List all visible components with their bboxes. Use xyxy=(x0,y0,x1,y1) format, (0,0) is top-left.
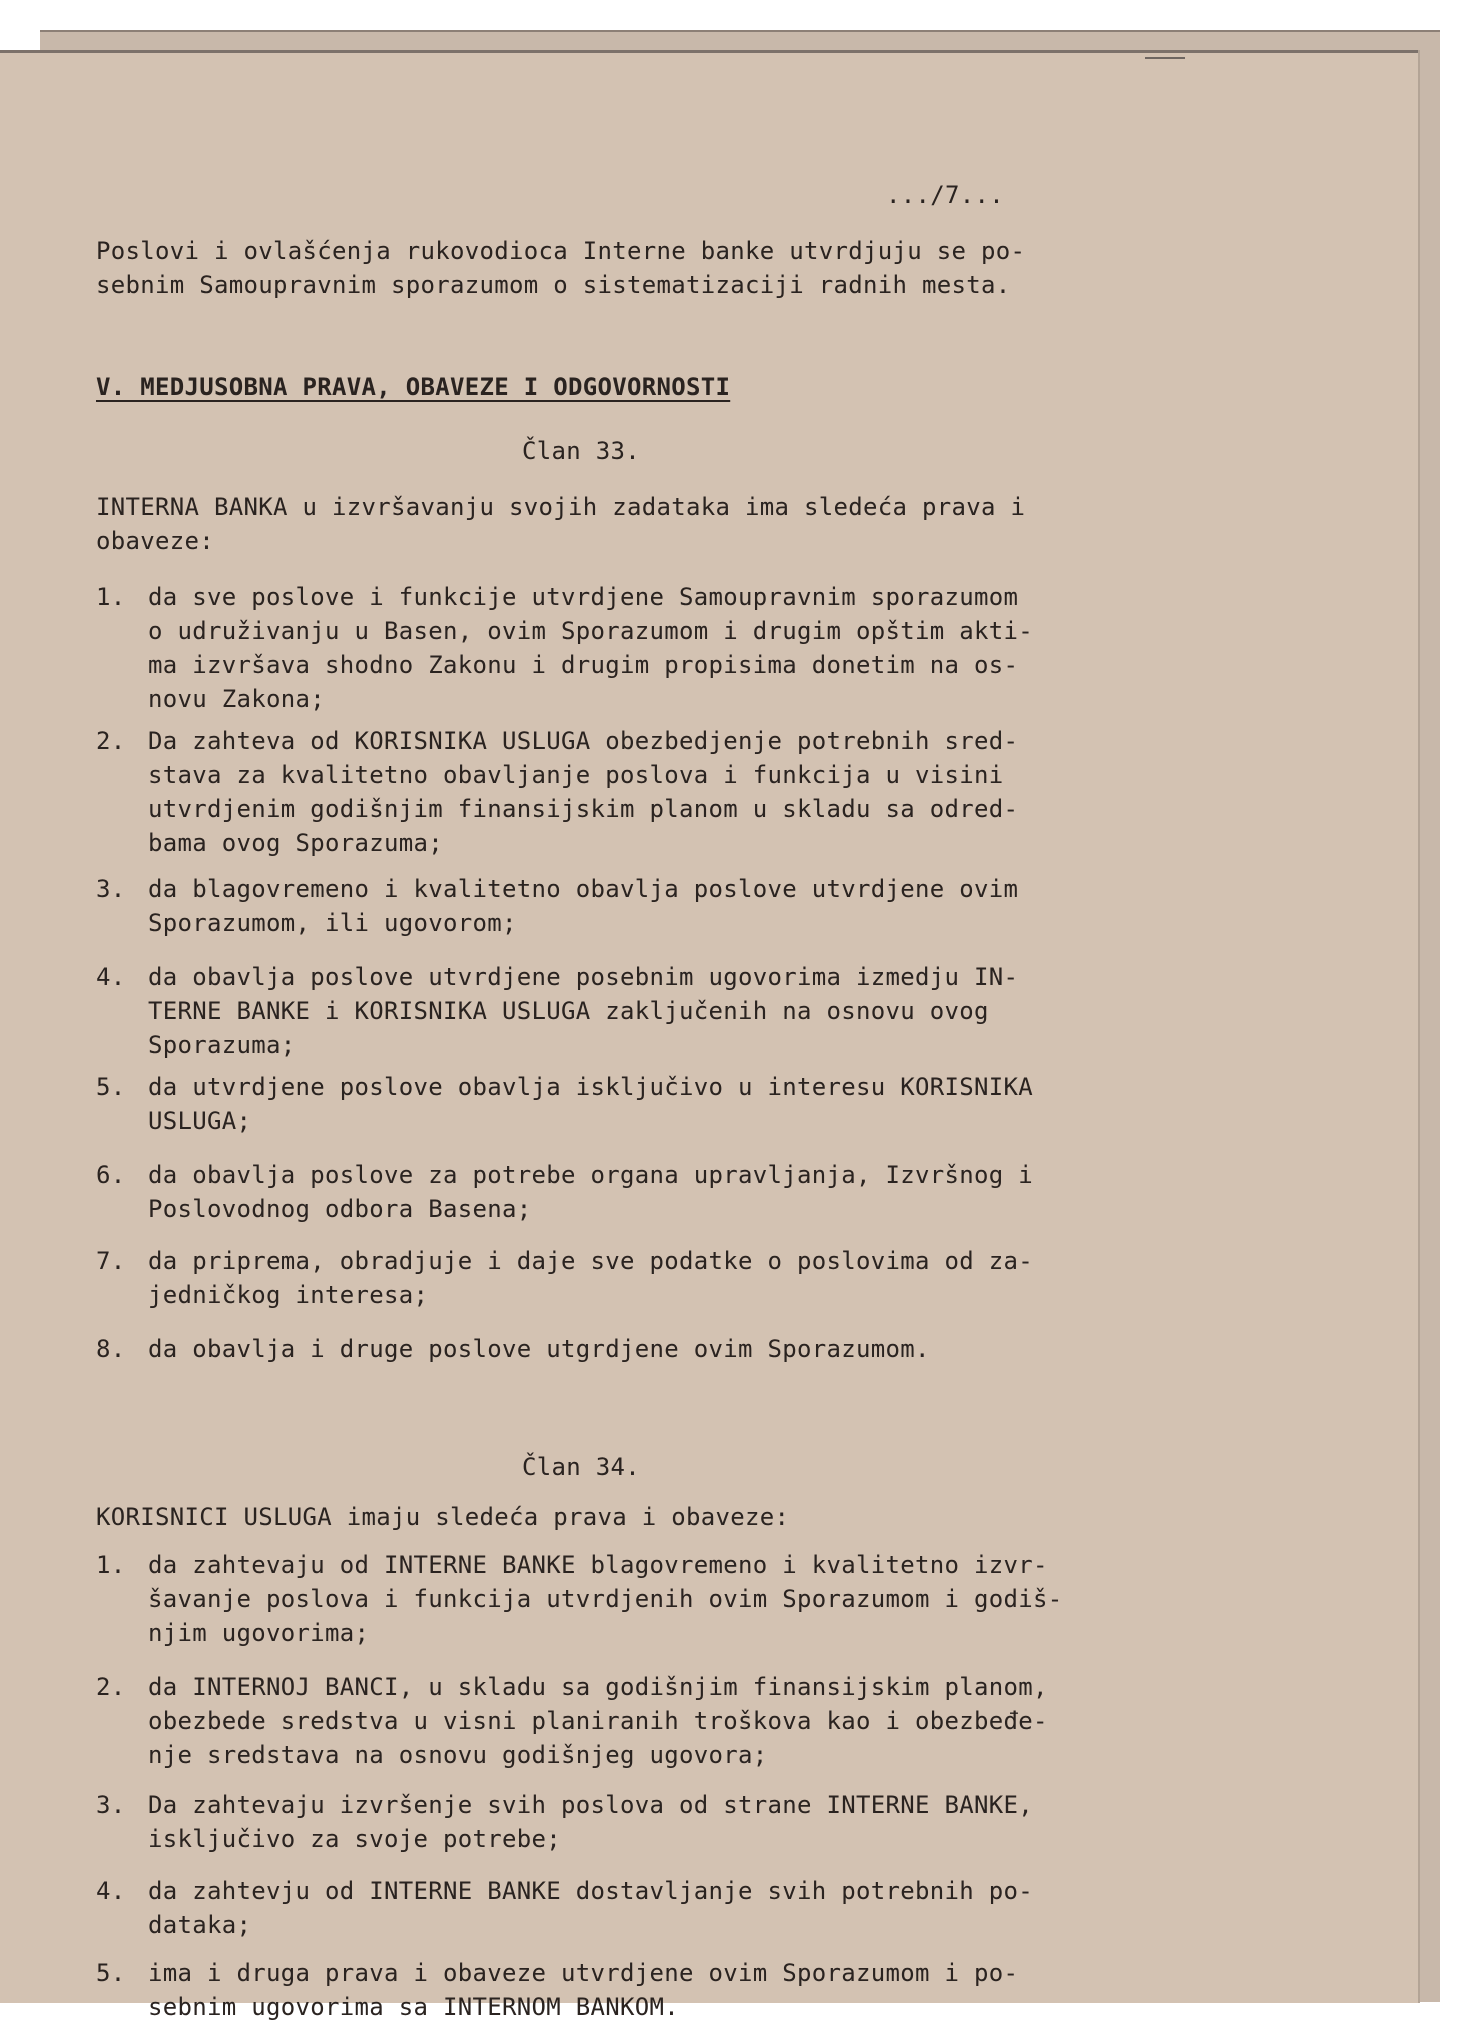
article-33-item-6-line: da obavlja poslove za potrebe organa upravljanja, Izvršnog i xyxy=(148,1161,1033,1189)
article-33-item-5-number: 5. xyxy=(96,1073,126,1101)
article-33-intro-1: INTERNA BANKA u izvršavanju svojih zadataka ima sledeća prava i xyxy=(96,493,1026,521)
article-33-item-1-line: o udruživanju u Basen, ovim Sporazumom i drugim opštim akti- xyxy=(148,617,1033,645)
article-34-item-2-line: nje sredstava na osnovu godišnjeg ugovora; xyxy=(148,1741,768,1769)
article-33-item-2-line: utvrdjenim godišnjim finansijskim planom u skladu sa odred- xyxy=(148,795,1019,823)
article-33-item-2-line: stava za kvalitetno obavljanje poslova i funkcija u visini xyxy=(148,761,1004,789)
article-34-item-5-number: 5. xyxy=(96,1959,126,1987)
article-34-item-1-line: da zahtevaju od INTERNE BANKE blagovremeno i kvalitetno izvr- xyxy=(148,1551,1048,1579)
article-33-item-3-number: 3. xyxy=(96,875,126,903)
article-33-item-4-line: da obavlja poslove utvrdjene posebnim ugovorima izmedju IN- xyxy=(148,963,1019,991)
article-34-item-4-number: 4. xyxy=(96,1877,126,1905)
article-33-item-1-number: 1. xyxy=(96,583,126,611)
article-34-item-1-line: njim ugovorima; xyxy=(148,1619,370,1647)
article-33-item-4-line: Sporazuma; xyxy=(148,1031,296,1059)
article-33-item-1-line: da sve poslove i funkcije utvrdjene Samoupravnim sporazumom xyxy=(148,583,1019,611)
article-33-item-1-line: novu Zakona; xyxy=(148,685,325,713)
article-34-item-1-number: 1. xyxy=(96,1551,126,1579)
article-34-title: Član 34. xyxy=(522,1453,640,1481)
edge-mark xyxy=(1145,57,1185,59)
article-33-item-3-line: da blagovremeno i kvalitetno obavlja poslove utvrdjene ovim xyxy=(148,875,1019,903)
article-33-item-5-line: USLUGA; xyxy=(148,1107,252,1135)
article-34-item-1-line: šavanje poslova i funkcija utvrdjenih ovim Sporazumom i godiš- xyxy=(148,1585,1063,1613)
article-34-intro: KORISNICI USLUGA imaju sledeća prava i obaveze: xyxy=(96,1503,790,1531)
article-34-item-5-line: sebnim ugovorima sa INTERNOM BANKOM. xyxy=(148,1993,679,2021)
section-heading: V. MEDJUSOBNA PRAVA, OBAVEZE I ODGOVORNOSTI xyxy=(96,373,731,401)
article-33-item-7-line: da priprema, obradjuje i daje sve podatke o poslovima od za- xyxy=(148,1247,1033,1275)
article-33-item-7-line: jedničkog interesa; xyxy=(148,1281,429,1309)
article-34-item-3-line: isključivo za svoje potrebe; xyxy=(148,1825,561,1853)
article-33-item-8-number: 8. xyxy=(96,1335,126,1363)
article-34-item-2-number: 2. xyxy=(96,1673,126,1701)
article-33-item-3-line: Sporazumom, ili ugovorom; xyxy=(148,909,517,937)
article-33-item-8-line: da obavlja i druge poslove utgrdjene ovim Sporazumom. xyxy=(148,1335,930,1363)
article-34-item-2-line: obezbede sredstva u visni planiranih troškova kao i obezbeđe- xyxy=(148,1707,1048,1735)
article-33-item-2-line: Da zahteva od KORISNIKA USLUGA obezbedjenje potrebnih sred- xyxy=(148,727,1019,755)
intro-line-2: sebnim Samoupravnim sporazumom o sistematizaciji radnih mesta. xyxy=(96,271,1011,299)
article-33-item-4-number: 4. xyxy=(96,963,126,991)
article-34-item-4-line: dataka; xyxy=(148,1911,252,1939)
article-33-item-1-line: ma izvršava shodno Zakonu i drugim propisima donetim na os- xyxy=(148,651,1019,679)
article-34-item-5-line: ima i druga prava i obaveze utvrdjene ovim Sporazumom i po- xyxy=(148,1959,1019,1987)
article-33-item-2-number: 2. xyxy=(96,727,126,755)
article-34-item-4-line: da zahtevju od INTERNE BANKE dostavljanje svih potrebnih po- xyxy=(148,1877,1033,1905)
intro-line-1: Poslovi i ovlašćenja rukovodioca Interne banke utvrdjuju se po- xyxy=(96,237,1026,265)
article-33-item-5-line: da utvrdjene poslove obavlja isključivo u interesu KORISNIKA xyxy=(148,1073,1033,1101)
article-33-item-6-number: 6. xyxy=(96,1161,126,1189)
article-33-item-4-line: TERNE BANKE i KORISNIKA USLUGA zaključenih na osnovu ovog xyxy=(148,997,989,1025)
article-33-item-7-number: 7. xyxy=(96,1247,126,1275)
article-34-item-3-number: 3. xyxy=(96,1791,126,1819)
page-number: .../7... xyxy=(886,181,1004,209)
article-33-item-2-line: bama ovog Sporazuma; xyxy=(148,829,443,857)
paper-page xyxy=(0,50,1418,2021)
article-34-item-2-line: da INTERNOJ BANCI, u skladu sa godišnjim finansijskim planom, xyxy=(148,1673,1048,1701)
article-33-item-6-line: Poslovodnog odbora Basena; xyxy=(148,1195,532,1223)
article-33-intro-2: obaveze: xyxy=(96,527,214,555)
article-33-title: Član 33. xyxy=(522,437,640,465)
article-34-item-3-line: Da zahtevaju izvršenje svih poslova od strane INTERNE BANKE, xyxy=(148,1791,1033,1819)
